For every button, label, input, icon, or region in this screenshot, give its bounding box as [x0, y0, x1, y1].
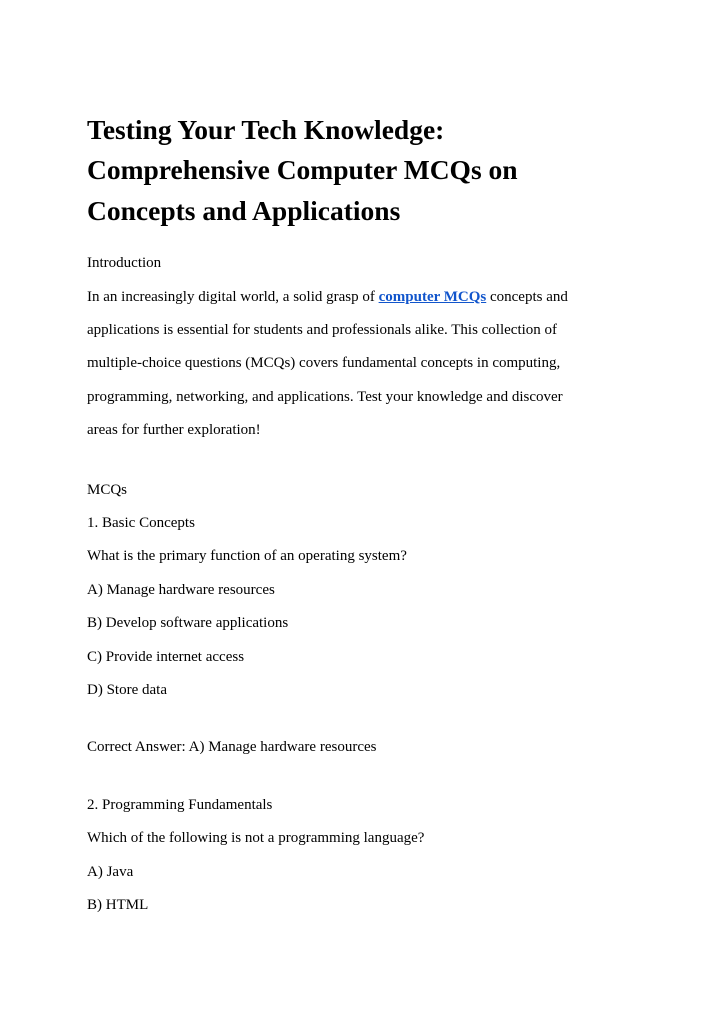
question-block-1: [87, 507, 635, 707]
question-block-2: [87, 789, 635, 923]
paragraph-line: programming, networking, and applications. Test your knowledge and discover: [87, 388, 563, 405]
document-title: [87, 110, 635, 231]
answer-option: B) Develop software applications: [87, 615, 289, 632]
intro-paragraph: [87, 281, 635, 448]
answer-option: A) Java: [87, 863, 134, 880]
correct-answer: Correct Answer: A) Manage hardware resources: [87, 738, 377, 755]
answer-option: B) HTML: [87, 897, 149, 914]
title-line: Comprehensive Computer MCQs on: [87, 154, 518, 186]
answer-option: C) Provide internet access: [87, 648, 245, 665]
mcqs-heading: MCQs: [87, 481, 128, 498]
title-line: Testing Your Tech Knowledge:: [87, 114, 445, 145]
intro-heading: Introduction: [87, 255, 162, 272]
intro-line1-after: concepts and: [486, 288, 568, 305]
answer-option: D) Store data: [87, 682, 167, 699]
title-line: Concepts and Applications: [87, 194, 401, 226]
question-text: What is the primary function of an operating system?: [87, 548, 407, 565]
computer-mcqs-link[interactable]: computer MCQs: [378, 288, 487, 305]
question-section-title: 1. Basic Concepts: [87, 515, 195, 532]
paragraph-line: multiple-choice questions (MCQs) covers fundamental concepts in computing,: [87, 355, 561, 372]
question-text: Which of the following is not a programming language?: [87, 830, 425, 847]
question-section-title: 2. Programming Fundamentals: [87, 796, 273, 813]
answer-option: A) Manage hardware resources: [87, 581, 275, 598]
paragraph-line: areas for further exploration!: [87, 422, 261, 439]
intro-line1-before: In an increasingly digital world, a solid grasp of: [87, 288, 379, 305]
document-content: [87, 110, 635, 923]
paragraph-line: applications is essential for students and professionals alike. This collection of: [87, 322, 558, 339]
paragraph-line: [87, 281, 635, 314]
